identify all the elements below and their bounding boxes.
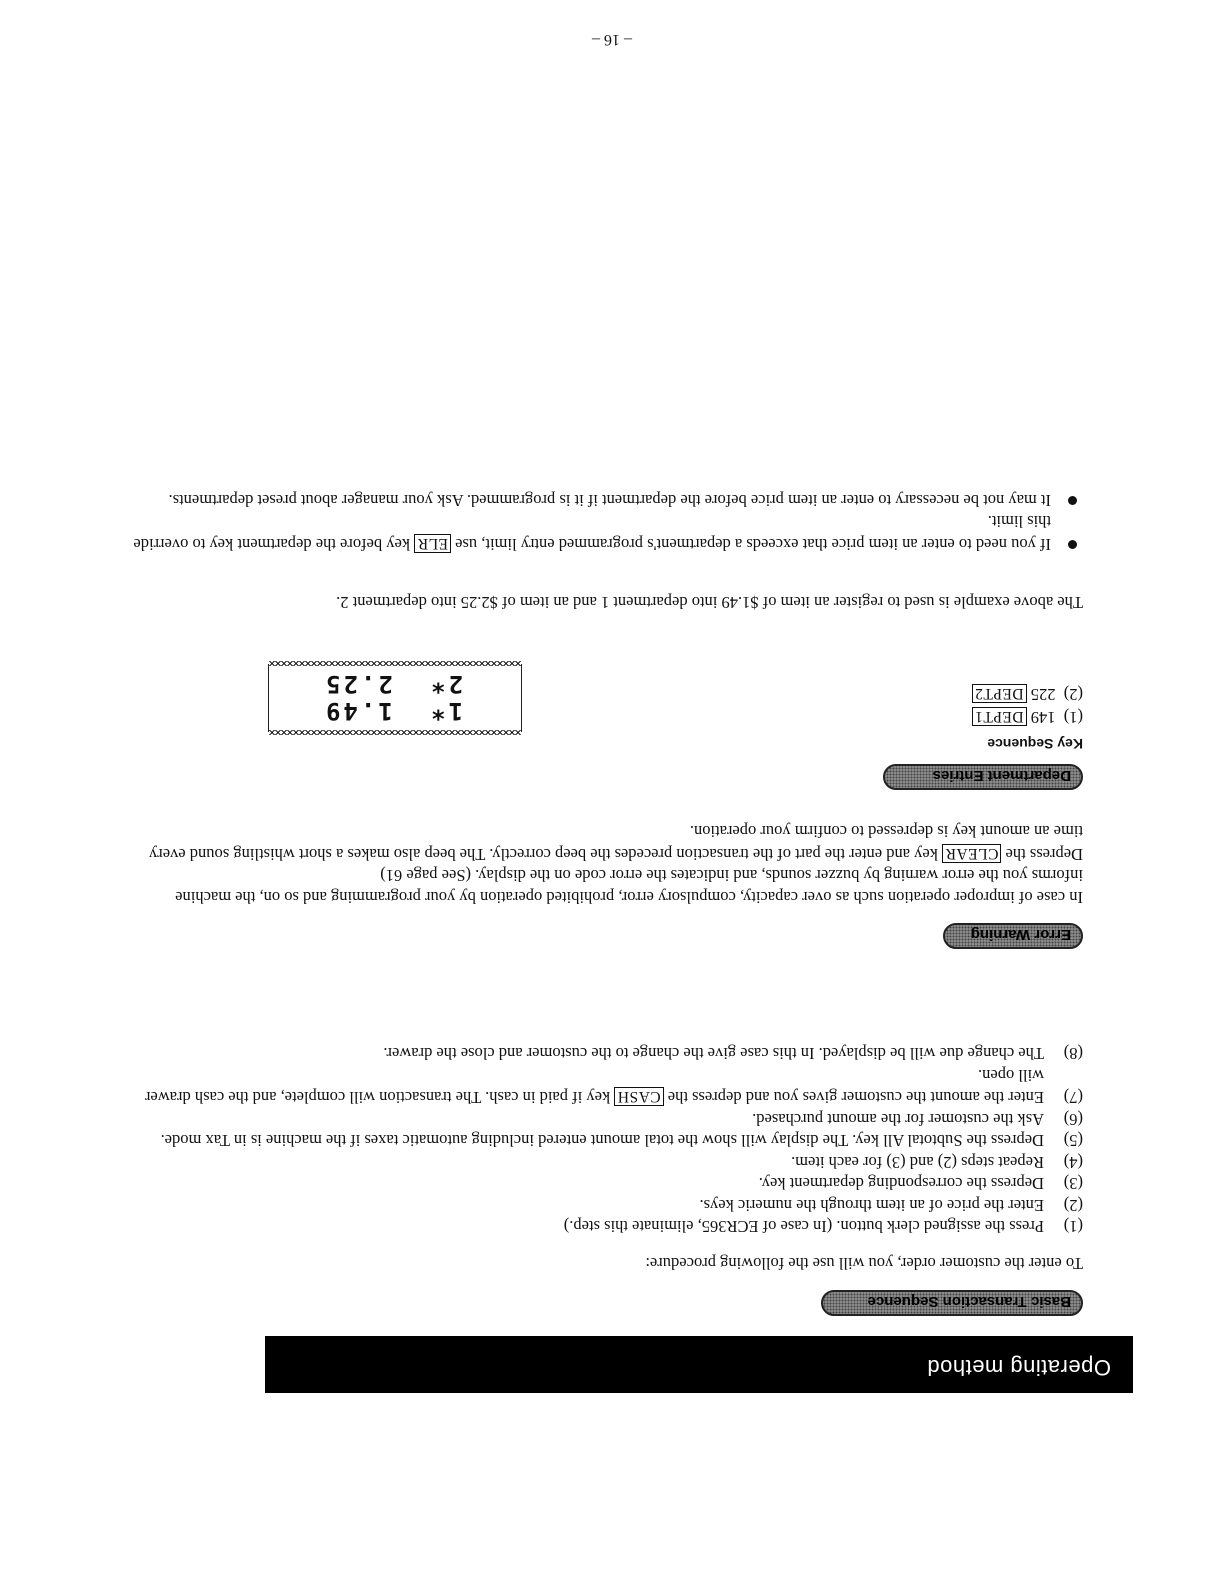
step-number: (5) [1063, 1131, 1083, 1151]
bullet-icon [1068, 540, 1077, 549]
error-text-pre: Depress the [1001, 845, 1083, 864]
elr-key-label: ELR [414, 534, 451, 553]
step-text-pre: Enter the amount the customer gives you and depress the [663, 1088, 1044, 1108]
step-text: Depress the Subtotal All key. The display will show the total amount entered including automatic taxes if the machine is in Tax mode. [160, 1131, 1044, 1151]
step-item [133, 1109, 1083, 1131]
basic-transaction-body [133, 1043, 1083, 1274]
note-item [133, 490, 1083, 512]
display-row [323, 697, 463, 725]
step-number: (3) [1063, 1174, 1083, 1194]
step-number: (8) [1063, 1044, 1083, 1064]
clear-key-label: CLEAR [942, 844, 1001, 863]
display-value: 1.49 [323, 697, 393, 725]
note-text: It may not be necessary to enter an item price before the department if it is programmed. Ask your manager about preset departments. [168, 491, 1051, 510]
step-item [133, 1130, 1083, 1152]
step-item [133, 1216, 1083, 1238]
error-warning-body [133, 821, 1083, 908]
note-item [133, 511, 1083, 555]
header-title: Operating method [926, 1355, 1111, 1380]
step-item [133, 1173, 1083, 1195]
step-number: (6) [1063, 1110, 1083, 1129]
key-sequence-line [972, 682, 1083, 705]
step-text: The change due will be displayed. In this case give the change to the customer and close the drawer. [383, 1044, 1044, 1064]
step-text: Repeat steps (2) and (3) for each item. [791, 1153, 1044, 1172]
step-text: Depress the corresponding department key. [758, 1174, 1044, 1194]
display-value: 2.25 [323, 670, 393, 698]
key-sequence-line [972, 705, 1083, 728]
basic-transaction-heading: Basic Transaction Sequence [821, 1290, 1083, 1316]
line-amount: 225 [1030, 685, 1056, 704]
basic-intro: To enter the customer order, you will use the following procedure: [645, 1254, 1083, 1273]
step-number: (7) [1063, 1088, 1083, 1108]
error-paragraph-2 [133, 821, 1083, 865]
step-text-post: key if paid in cash. The transaction will complete, and the cash drawer will open. [144, 1066, 1044, 1108]
key-sequence-lines [972, 682, 1083, 728]
display-bottom-edge [269, 661, 521, 666]
step-number: (4) [1063, 1153, 1083, 1172]
department-summary: The above example is used to register an item of $1.49 into department 1 and an item of $2.25 into department 2. [336, 593, 1083, 612]
error-text-post: key and enter the part of the transaction precedes the beep correctly. The beep also makes a short whistling sound every time an amount key is depressed to confirm your operation. [149, 822, 1083, 864]
step-item [133, 1043, 1083, 1065]
page-number: – 16 – [592, 31, 632, 48]
display-row [323, 670, 463, 698]
step-number: (2) [1063, 1196, 1083, 1215]
section-header-bar [265, 1336, 1133, 1393]
step-text: Press the assigned clerk button. (In case of ECR365, eliminate this step.) [563, 1217, 1044, 1237]
step-item [133, 1152, 1083, 1174]
step-item [133, 1065, 1083, 1109]
error-warning-heading: Error Warning [943, 923, 1083, 949]
dept2-key-label: DEPT2 [972, 684, 1027, 703]
display-label: 1* [428, 697, 463, 725]
receipt-display [268, 664, 522, 732]
line-number: (1) [1063, 708, 1083, 727]
display-top-edge [269, 730, 521, 735]
note-text-pre: If you need to enter an item price that exceeds a department's programmed entry limit, use [451, 535, 1051, 554]
line-number: (2) [1063, 685, 1083, 704]
department-notes [133, 490, 1083, 556]
step-text: Enter the price of an item through the numeric keys. [699, 1196, 1044, 1215]
note-text-post: key before the department key to override this limit. [133, 512, 1051, 554]
dept1-key-label: DEPT1 [972, 707, 1027, 726]
display-label: 2* [428, 670, 463, 698]
line-amount: 149 [1030, 708, 1056, 727]
department-entries-heading: Department Entries [883, 764, 1083, 790]
step-text: Ask the customer for the amount purchased. [752, 1110, 1044, 1129]
key-sequence-title: Key Sequence [987, 736, 1083, 752]
step-item [133, 1195, 1083, 1217]
cash-key-label: CASH [614, 1088, 663, 1107]
bullet-icon [1068, 496, 1077, 505]
error-paragraph-1: In case of improper operation such as over capacity, compulsory error, prohibited operation by your programming and so on, the machine informs you the error warning by buzzer sounds, and indicates the error code on the display. (See page 61) [175, 866, 1083, 907]
step-number: (1) [1063, 1217, 1083, 1237]
